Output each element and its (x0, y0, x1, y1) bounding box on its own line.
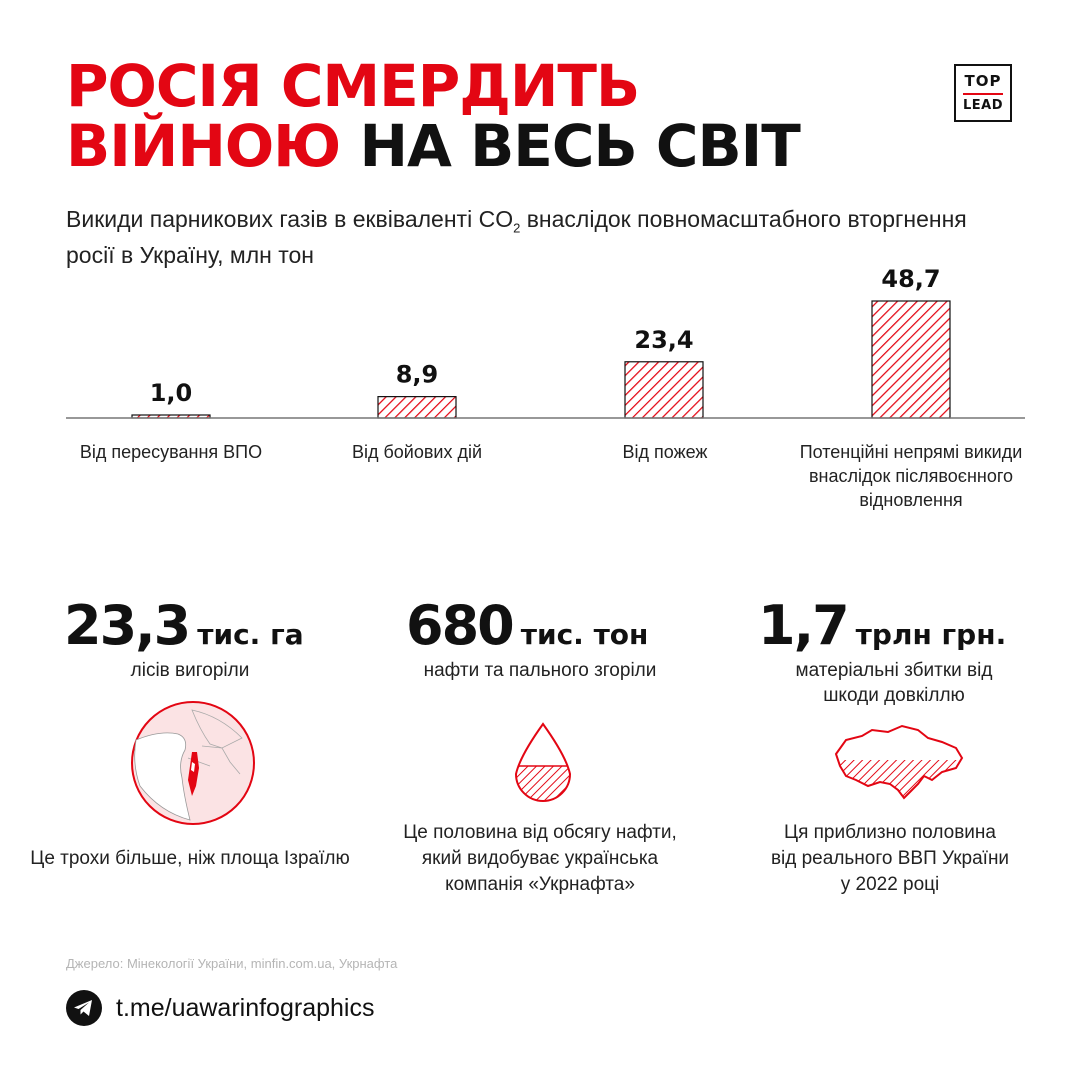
logo-bottom: LEAD (962, 98, 1004, 113)
oil-drop-icon (512, 722, 574, 806)
category-label-4: Потенційні непрямі викиди внаслідок післявоєнного відновлення (799, 442, 1023, 510)
subtitle-sub: 2 (513, 220, 521, 236)
stat-oil-desc: нафти та пального згоріли (423, 660, 657, 681)
headline-line1: РОСІЯ СМЕРДИТЬ (66, 52, 640, 120)
bar-4 (872, 301, 950, 418)
bar-value-label-4: 48,7 (881, 265, 941, 293)
headline-line2-red: ВІЙНОЮ (66, 112, 341, 180)
telegram-link[interactable] (66, 990, 374, 1026)
category-label-1: Від пересування ВПО (79, 442, 263, 462)
bar-2 (378, 397, 456, 418)
category-label-2: Від бойових дій (351, 442, 483, 462)
bar-value-label-3: 23,4 (634, 325, 694, 354)
telegram-link-text[interactable]: t.me/uawarinfographics (116, 993, 375, 1022)
telegram-icon (66, 990, 102, 1026)
emissions-bar-chart (0, 0, 1080, 430)
subtitle-before: Викиди парникових газів в еквіваленті CO (66, 206, 514, 232)
category-label-3: Від пожеж (622, 442, 708, 462)
logo-top: TOP (964, 72, 1002, 90)
source-note: Джерело: Мінекології України, minfin.com.ua, Укрнафта (66, 956, 398, 971)
bar-value-label-1: 1,0 (149, 379, 193, 407)
stat-damage (758, 594, 1006, 657)
stat-forest (64, 594, 304, 657)
stat-oil-note: Це половина від обсягу нафти, який видобуває українська компанія «Укрнафта» (403, 822, 677, 895)
ukraine-map-icon (832, 722, 966, 804)
stat-damage-number: 1,7 (758, 594, 848, 657)
stat-damage-unit: трлн грн. (855, 618, 1007, 651)
stat-damage-desc: матеріальні збитки від шкоди довкіллю (795, 660, 993, 706)
subtitle-after: внаслідок повномасштабного вторгнення росії в Україну, млн тон (66, 206, 967, 268)
stat-damage-note: Ця приблизно половина від реального ВВП України у 2022 році (770, 822, 1010, 895)
stat-oil-unit: тис. тон (520, 618, 649, 651)
headline-line2-black: НА ВЕСЬ СВІТ (359, 112, 800, 180)
bar-value-label-2: 8,9 (395, 360, 439, 389)
stat-forest-desc: лісів вигоріли (130, 660, 250, 681)
israel-map-icon (130, 700, 256, 826)
stat-oil-number: 680 (406, 594, 513, 657)
stat-oil (406, 594, 648, 657)
stat-forest-note: Це трохи більше, ніж площа Ізраїлю (30, 848, 350, 869)
stat-forest-number: 23,3 (64, 594, 190, 657)
stat-forest-unit: тис. га (197, 618, 304, 651)
bar-3 (625, 362, 703, 418)
